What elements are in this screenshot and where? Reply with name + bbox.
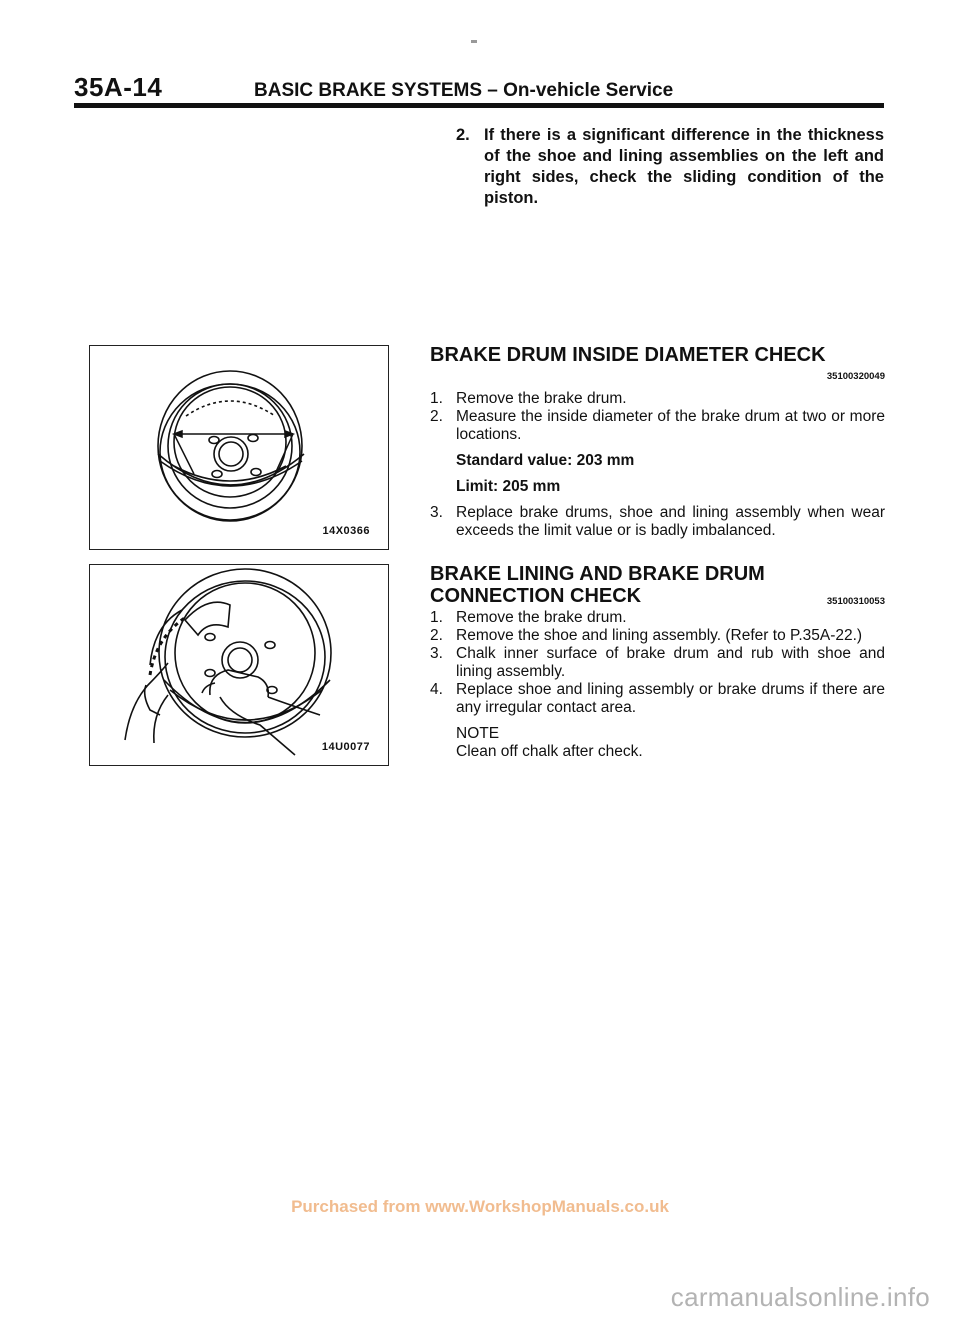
step-item [430, 681, 885, 717]
section-title-line1: BRAKE LINING AND BRAKE DRUM [430, 563, 765, 585]
step-text: Chalk inner surface of brake drum and rub with shoe and lining assembly. [456, 645, 885, 680]
section-drum-diameter-check [430, 344, 885, 540]
step-number: 2. [430, 627, 443, 644]
header-divider [74, 103, 884, 108]
section-title: BRAKE DRUM INSIDE DIAMETER CHECK [430, 344, 826, 366]
section-lining-drum-connection-check [430, 563, 885, 761]
brake-drum-diagram-icon [90, 346, 388, 549]
standard-value: Standard value: 203 mm [456, 452, 635, 469]
top-mark [471, 40, 477, 43]
step-text: Replace brake drums, shoe and lining assembly when wear exceeds the limit value or is badly imbalanced. [456, 504, 885, 539]
intro-step-text: If there is a significant difference in the thickness of the shoe and lining assemblies on the left and right sides, check the sliding condition of the piston. [484, 126, 884, 207]
figure-code: 14X0366 [322, 525, 370, 537]
step-number: 3. [430, 645, 443, 662]
step-text: Remove the shoe and lining assembly. (Refer to P.35A-22.) [456, 627, 863, 644]
intro-step-number: 2. [456, 126, 470, 144]
step-number: 2. [430, 408, 443, 425]
step-item [430, 504, 885, 540]
step-text: Replace shoe and lining assembly or brake drums if there are any irregular contact area. [456, 681, 885, 716]
step-number: 4. [430, 681, 443, 698]
step-text: Remove the brake drum. [456, 609, 627, 626]
step-text: Measure the inside diameter of the brake drum at two or more locations. [456, 408, 885, 443]
step-text: Remove the brake drum. [456, 390, 627, 407]
step-number: 3. [430, 504, 443, 521]
note-text: Clean off chalk after check. [456, 743, 643, 760]
note-label: NOTE [456, 725, 500, 742]
step-item [430, 627, 885, 645]
figure-code: 14U0077 [321, 741, 370, 753]
figure-chalk-check [89, 564, 389, 766]
step-item [430, 390, 885, 408]
step-item [430, 609, 885, 627]
step-item [430, 645, 885, 681]
step-number: 1. [430, 390, 443, 407]
brake-shoe-chalk-diagram-icon [90, 565, 388, 765]
limit-value: Limit: 205 mm [456, 478, 561, 495]
footer-site-watermark: carmanualsonline.info [670, 1282, 930, 1312]
section-code: 35100320049 [826, 371, 885, 382]
section-title-line2: CONNECTION CHECK [430, 585, 642, 607]
step-item [430, 408, 885, 444]
intro-step [456, 125, 884, 209]
page-title: BASIC BRAKE SYSTEMS – On-vehicle Service [254, 80, 674, 101]
purchase-watermark: Purchased from www.WorkshopManuals.co.uk [291, 1197, 669, 1216]
page-number: 35A-14 [74, 72, 163, 102]
section-title-row [430, 585, 885, 607]
figure-brake-drum [89, 345, 389, 550]
step-number: 1. [430, 609, 443, 626]
section-code: 35100310053 [826, 596, 885, 607]
